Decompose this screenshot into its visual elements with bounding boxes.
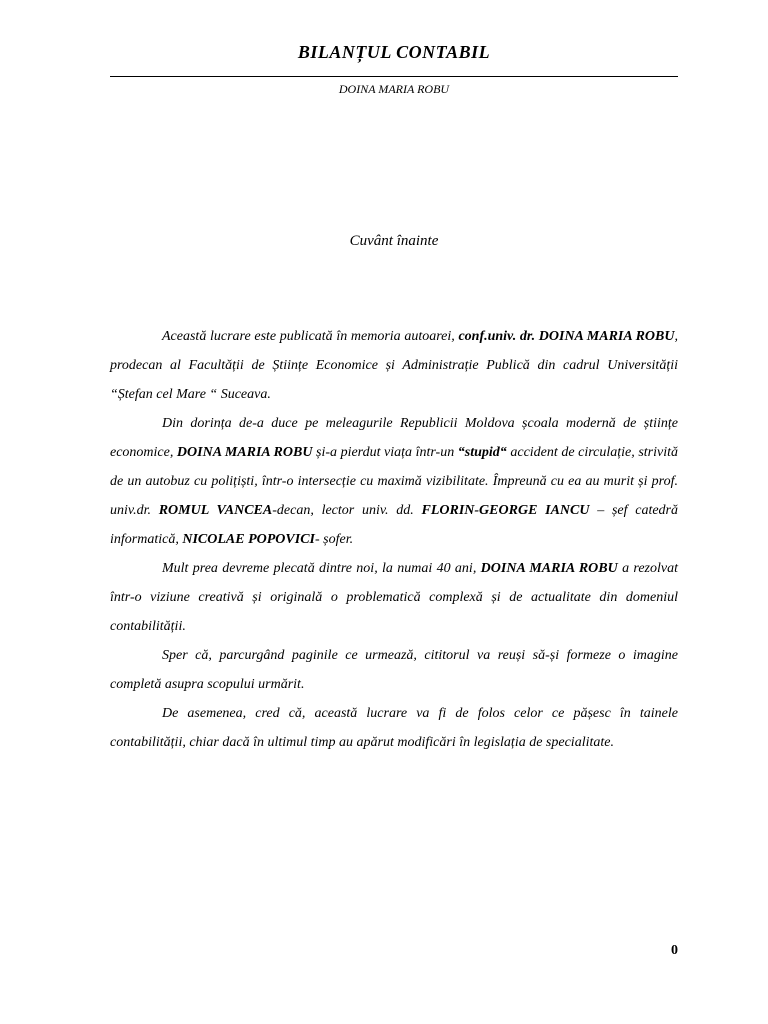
paragraph-3-text-c: a rezolvat într-o viziune creativă și originală o problematică complexă și de actualitate din domeniul contabilității. [110, 561, 678, 634]
section-title: Cuvânt înainte [349, 233, 439, 249]
person-name-bold: NICOLAE POPOVICI [182, 532, 315, 547]
running-header-author: DOINA MARIA ROBU [338, 82, 450, 96]
paragraph-2-text-a: Din dorința de-a duce pe meleagurile Republicii Moldova școala modernă de științe economice, [110, 416, 678, 460]
author-name-bold: DOINA MARIA ROBU [176, 445, 313, 460]
body-text [110, 322, 678, 757]
running-header-title: BILANȚUL CONTABIL [297, 42, 491, 62]
paragraph-1-text-a: Această lucrare este publicată în memoria autoarei, [162, 329, 459, 344]
author-name-bold: DOINA MARIA ROBU [480, 561, 618, 576]
paragraph-3 [110, 554, 678, 641]
paragraph-1 [110, 322, 678, 409]
paragraph-2-text-k: - șofer. [314, 532, 354, 547]
paragraph-3-text-a: Mult prea devreme plecată dintre noi, la numai 40 ani, [162, 561, 481, 576]
paragraph-4: Sper că, parcurgând paginile ce urmează, cititorul va reuși să-și formeze o imagine completă asupra scopului urmărit. [110, 648, 678, 692]
page-number: 0 [671, 943, 678, 958]
person-name-bold: FLORIN-GEORGE IANCU [421, 503, 590, 518]
author-name-bold: conf.univ. dr. DOINA MARIA ROBU [458, 329, 675, 344]
paragraph-2-text-c: și-a pierdut viața într-un [312, 445, 458, 460]
paragraph-2-text-g: -decan, lector univ. dd. [272, 503, 422, 518]
paragraph-2-text-e: accident de circulație, strivită de un autobuz cu polițiști, într-o intersecție cu maximă vizibilitate. Împreună cu ea au murit și prof. univ.dr. [110, 445, 678, 518]
emphasis-bold: “stupid“ [457, 445, 507, 460]
header-divider [110, 76, 678, 77]
paragraph-2-text-i: – șef catedră informatică, [110, 503, 679, 547]
paragraph-5: De asemenea, cred că, această lucrare va fi de folos celor ce pășesc în tainele contabilității, chiar dacă în ultimul timp au apărut modificări în legislația de specialitate. [110, 706, 678, 750]
paragraph-2 [110, 409, 678, 554]
paragraph-1-text-c: , prodecan al Facultății de Științe Economice și Administrație Publică din cadrul Universității “Ștefan cel Mare “ Suceava. [110, 329, 678, 402]
person-name-bold: ROMUL VANCEA [158, 503, 273, 518]
